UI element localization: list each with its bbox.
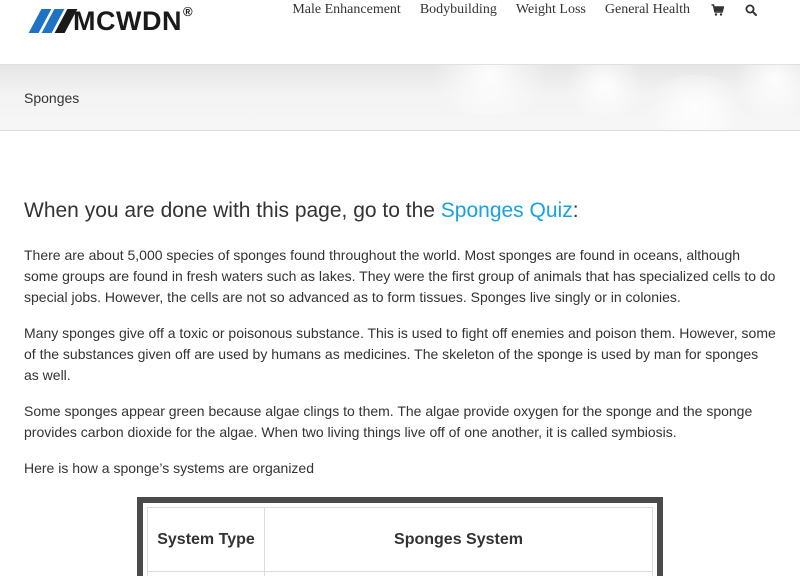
main-content — [24, 196, 776, 479]
cart-icon[interactable] — [710, 3, 724, 17]
quiz-intro — [24, 196, 776, 226]
table-header-system-type: System Type — [148, 508, 265, 572]
site-header — [0, 0, 800, 64]
main-nav — [273, 0, 758, 20]
table-cell — [265, 572, 653, 576]
systems-table — [137, 497, 663, 576]
paragraph-systems-intro: Here is how a sponge’s systems are organized — [24, 460, 315, 476]
table-header-sponges-system: Sponges System — [265, 508, 653, 572]
nav-item-bodybuilding[interactable]: Bodybuilding — [419, 2, 497, 17]
sponges-quiz-link[interactable]: Sponges Quiz — [440, 199, 573, 222]
logo-registered-mark: ® — [182, 4, 193, 19]
page-title: Sponges — [24, 90, 80, 106]
logo-text: MCWDN — [73, 6, 182, 36]
table-row — [148, 572, 653, 576]
table-cell — [148, 572, 265, 576]
table-header-row — [148, 508, 653, 572]
paragraph-toxins: Many sponges give off a toxic or poisonous substance. This is used to fight off enemies and poison them. However, some of the substances given off are used by humans as medicines. The skeleton of the sponge is used by man for sponges as well. — [24, 325, 776, 383]
intro-text: When you are done with this page, go to the — [24, 199, 441, 222]
nav-item-male-enhancement[interactable]: Male Enhancement — [292, 2, 401, 17]
page-title-bar — [0, 64, 800, 131]
paragraph-species: There are about 5,000 species of sponges found throughout the world. Most sponges are found in oceans, although some groups are found in fresh waters such as lakes. They were the first group of animals that has specialized cells to do special jobs. However, the cells are not so advanced as to form tissues. Sponges live singly or in colonies. — [24, 247, 776, 305]
site-logo[interactable] — [27, 5, 193, 35]
logo-mark-icon — [27, 5, 65, 33]
nav-item-general-health[interactable]: General Health — [604, 2, 690, 17]
nav-item-weight-loss[interactable]: Weight Loss — [515, 2, 586, 17]
intro-colon: : — [572, 199, 579, 222]
paragraph-symbiosis: Some sponges appear green because algae clings to them. The algae provide oxygen for the sponge and the sponge provides carbon dioxide for the algae. When two living things live off of one another, it is called symbiosis. — [24, 403, 753, 440]
search-icon[interactable] — [744, 3, 758, 17]
